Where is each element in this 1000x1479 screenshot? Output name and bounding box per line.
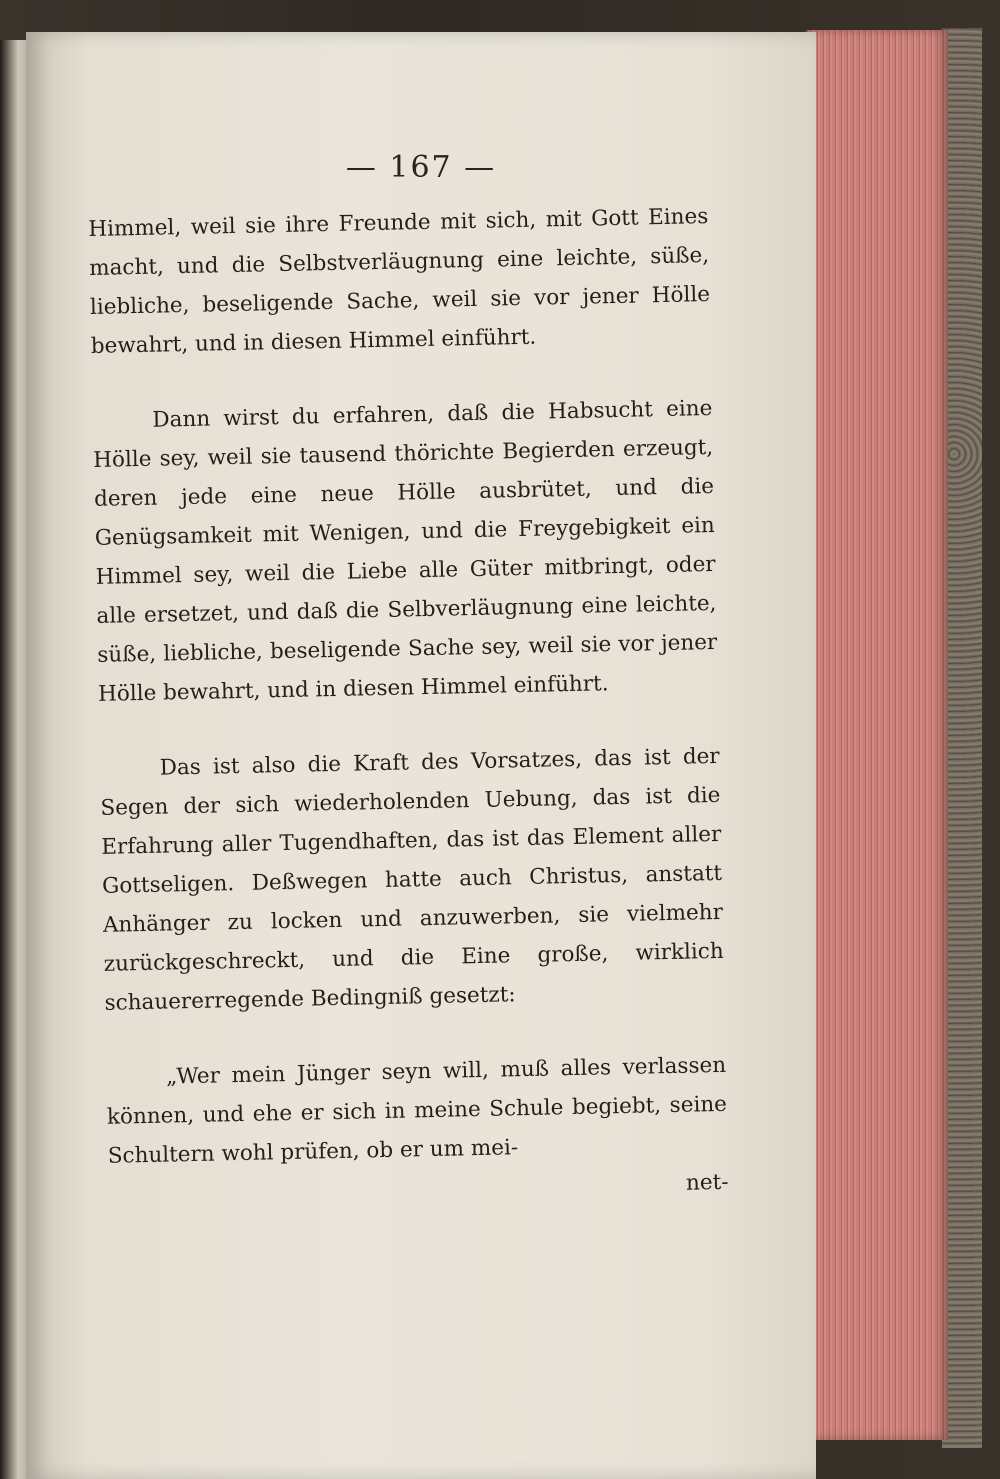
book-page [26, 32, 816, 1479]
body-text [88, 197, 729, 1216]
page-number: — 167 — [345, 150, 497, 185]
page-edges-red [806, 30, 948, 1440]
facing-page-edge [0, 40, 26, 1479]
catchword: net- [685, 1169, 729, 1196]
paragraph-4: „Wer mein Jünger seyn will, muß alles verlassen können, und ehe er sich in meine Schule begiebt, seine Schultern wohl prüfen, ob er um mei- [106, 1052, 728, 1169]
paragraph-1: Himmel, weil sie ihre Freunde mit sich, mit Gott Eines macht, und die Selbstverläugnung eine leichte, süße, liebliche, beseligende Sache, weil sie vor jener Hölle bewahrt, und in diesen Himmel einführt. [88, 204, 711, 359]
paragraph-2: Dann wirst du erfahren, daß die Habsucht eine Hölle sey, weil sie tausend thörichte Begierden erzeugt, deren jede eine neue Hölle ausbrütet, und die Genügsamkeit mit Wenigen, und die Freygebigkeit ein Himmel sey, weil die Liebe alle Güter mitbringt, oder alle ersetzet, und daß die Selbverläugnung eine leichte, süße, liebliche, beseligende Sache sey, weil sie vor jener Hölle bewahrt, und in diesen Himmel einführt. [92, 395, 718, 707]
paragraph-3: Das ist also die Kraft des Vorsatzes, das ist der Segen der sich wiederholenden Uebung, das ist die Erfahrung aller Tugendhaften, das ist das Element aller Gottseligen. Deßwegen hatte auch Christus, anstatt Anhänger zu locken und anzuwerben, sie vielmehr zurückgeschreckt, und die Eine große, wirklich schauererregende Bedingniß gesetzt: [100, 743, 724, 1016]
